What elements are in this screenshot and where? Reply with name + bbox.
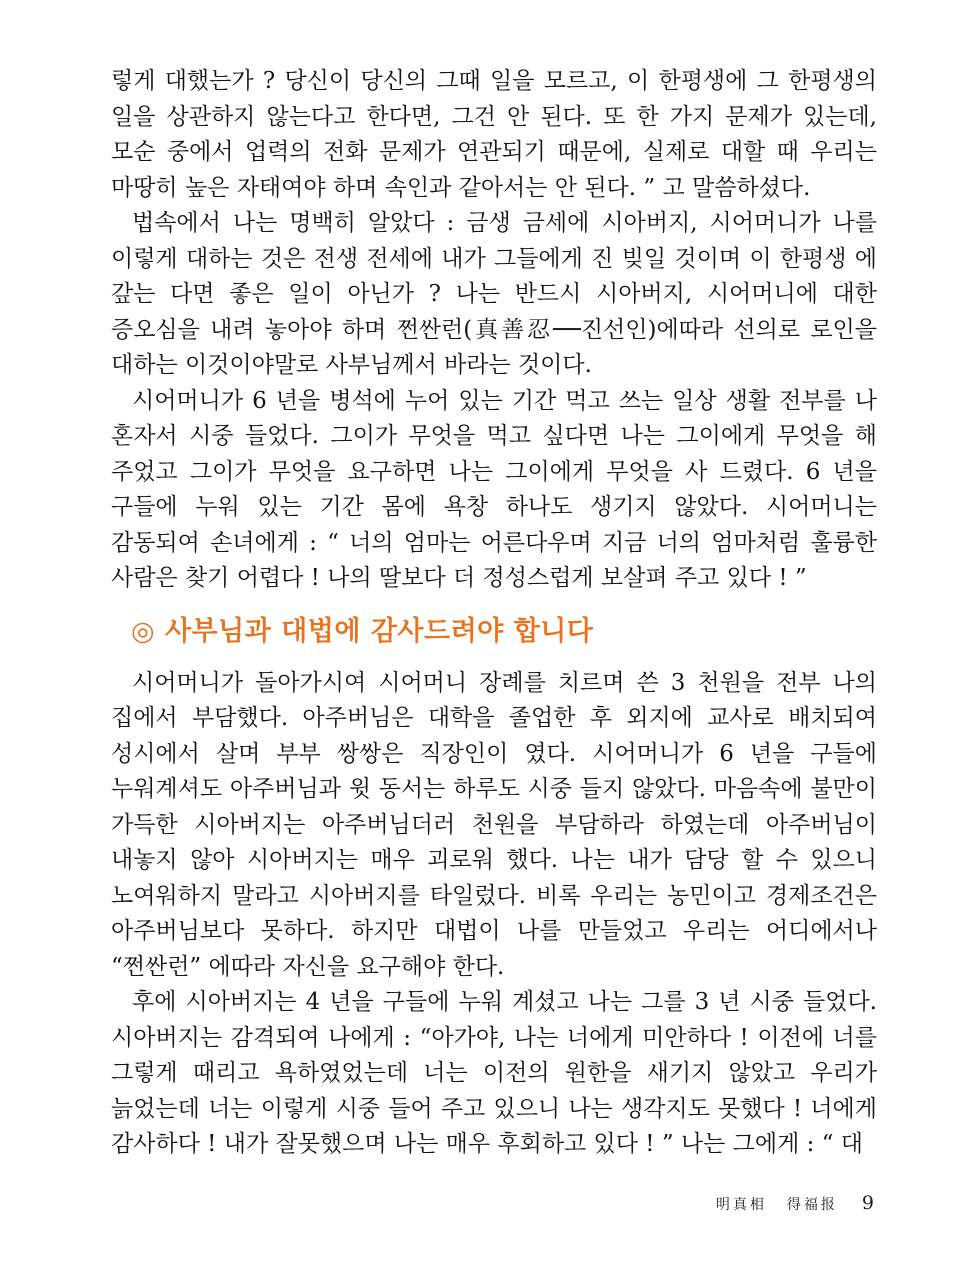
page-number: 9 [861,1192,874,1214]
footer-book-title-part2: 得福报 [786,1197,838,1213]
page-footer [716,1192,874,1216]
footer-book-title-part1: 明真相 [715,1197,767,1213]
paragraph-continued: 렇게 대했는가 ? 당신이 당신의 그때 일을 모르고, 이 한평생에 그 한평생의 일을 상관하지 않는다고 한다면, 그건 안 된다. 또 한 가지 문제가 있는데, 모순 중에서 업력의 전화 문제가 연관되기 때문에, 실제로 대할 때 우리는 마땅히 높은 자태여야 하며 속인과 같아서는 안 된다. ” 고 말씀하셨다. [111,68,877,201]
page-body [111,64,877,1163]
paragraph-dharma-realization: 법속에서 나는 명백히 알았다 : 금생 금세에 시아버지, 시어머니가 나를 이렇게 대하는 것은 전생 전세에 내가 그들에게 진 빚일 것이며 이 한평생 에 갚는 다면 좋은 일이 아닌가 ? 나는 반드시 시아버지, 시어머니에 대한 증오심을 내려 놓아야 하며 쩐싼런(真善忍──진선인)에따라 선의로 로인을 대하는 이것이야말로 사부님께서 바라는 것이다. [111,210,877,378]
section-heading: ◎ 사부님과 대법에 감사드려야 합니다 [131,615,594,647]
paragraph-father-in-law: 후에 시아버지는 4 년을 구들에 누워 계셨고 나는 그를 3 년 시중 들었다. 시아버지는 감격되여 나에게 : “아가야, 나는 너에게 미안하다 ! 이전에 너를 그렇게 때리고 욕하였었는데 너는 이전의 원한을 새기지 않았고 우리가 늙었는데 너는 이렇게 시중 들어 주고 있으니 나는 생각지도 못했다 ! 너에게 감사하다 ! 내가 잘못했으며 나는 매우 후회하고 있다 ! ” 나는 그에게 : “ 대 [111,989,877,1157]
paragraph-mother-in-law-care: 시어머니가 6 년을 병석에 누어 있는 기간 먹고 쓰는 일상 생활 전부를 나 혼자서 시중 들었다. 그이가 무엇을 먹고 싶다면 나는 그이에게 무엇을 해 주었고 그이가 무엇을 요구하면 나는 그이에게 무엇을 사 드렸다. 6 년을 구들에 누워 있는 기간 몸에 욕창 하나도 생기지 않았다. 시어머니는 감동되여 손녀에게 : “ 너의 엄마는 어른다우며 지금 너의 엄마처럼 훌륭한 사람은 찾기 어렵다 ! 나의 딸보다 더 정성스럽게 보살펴 주고 있다 ! ” [111,387,877,591]
paragraph-funeral: 시어머니가 돌아가시여 시어머니 장례를 치르며 쓴 3 천원을 전부 나의 집에서 부담했다. 아주버님은 대학을 졸업한 후 외지에 교사로 배치되여 성시에서 살며 부부 쌍쌍은 직장인이 였다. 시어머니가 6 년을 구들에 누워계셔도 아주버님과 윗 동서는 하루도 시중 들지 않았다. 마음속에 불만이 가득한 시아버지는 아주버님더러 천원을 부담하라 하였는데 아주버님이 내놓지 않아 시아버지는 매우 괴로워 했다. 나는 내가 담당 할 수 있으니 노여워하지 말라고 시아버지를 타일렀다. 비록 우리는 농민이고 경제조건은 아주버님보다 못하다. 하지만 대법이 나를 만들었고 우리는 어디에서나 “쩐싼런” 에따라 자신을 요구해야 한다. [111,669,877,980]
